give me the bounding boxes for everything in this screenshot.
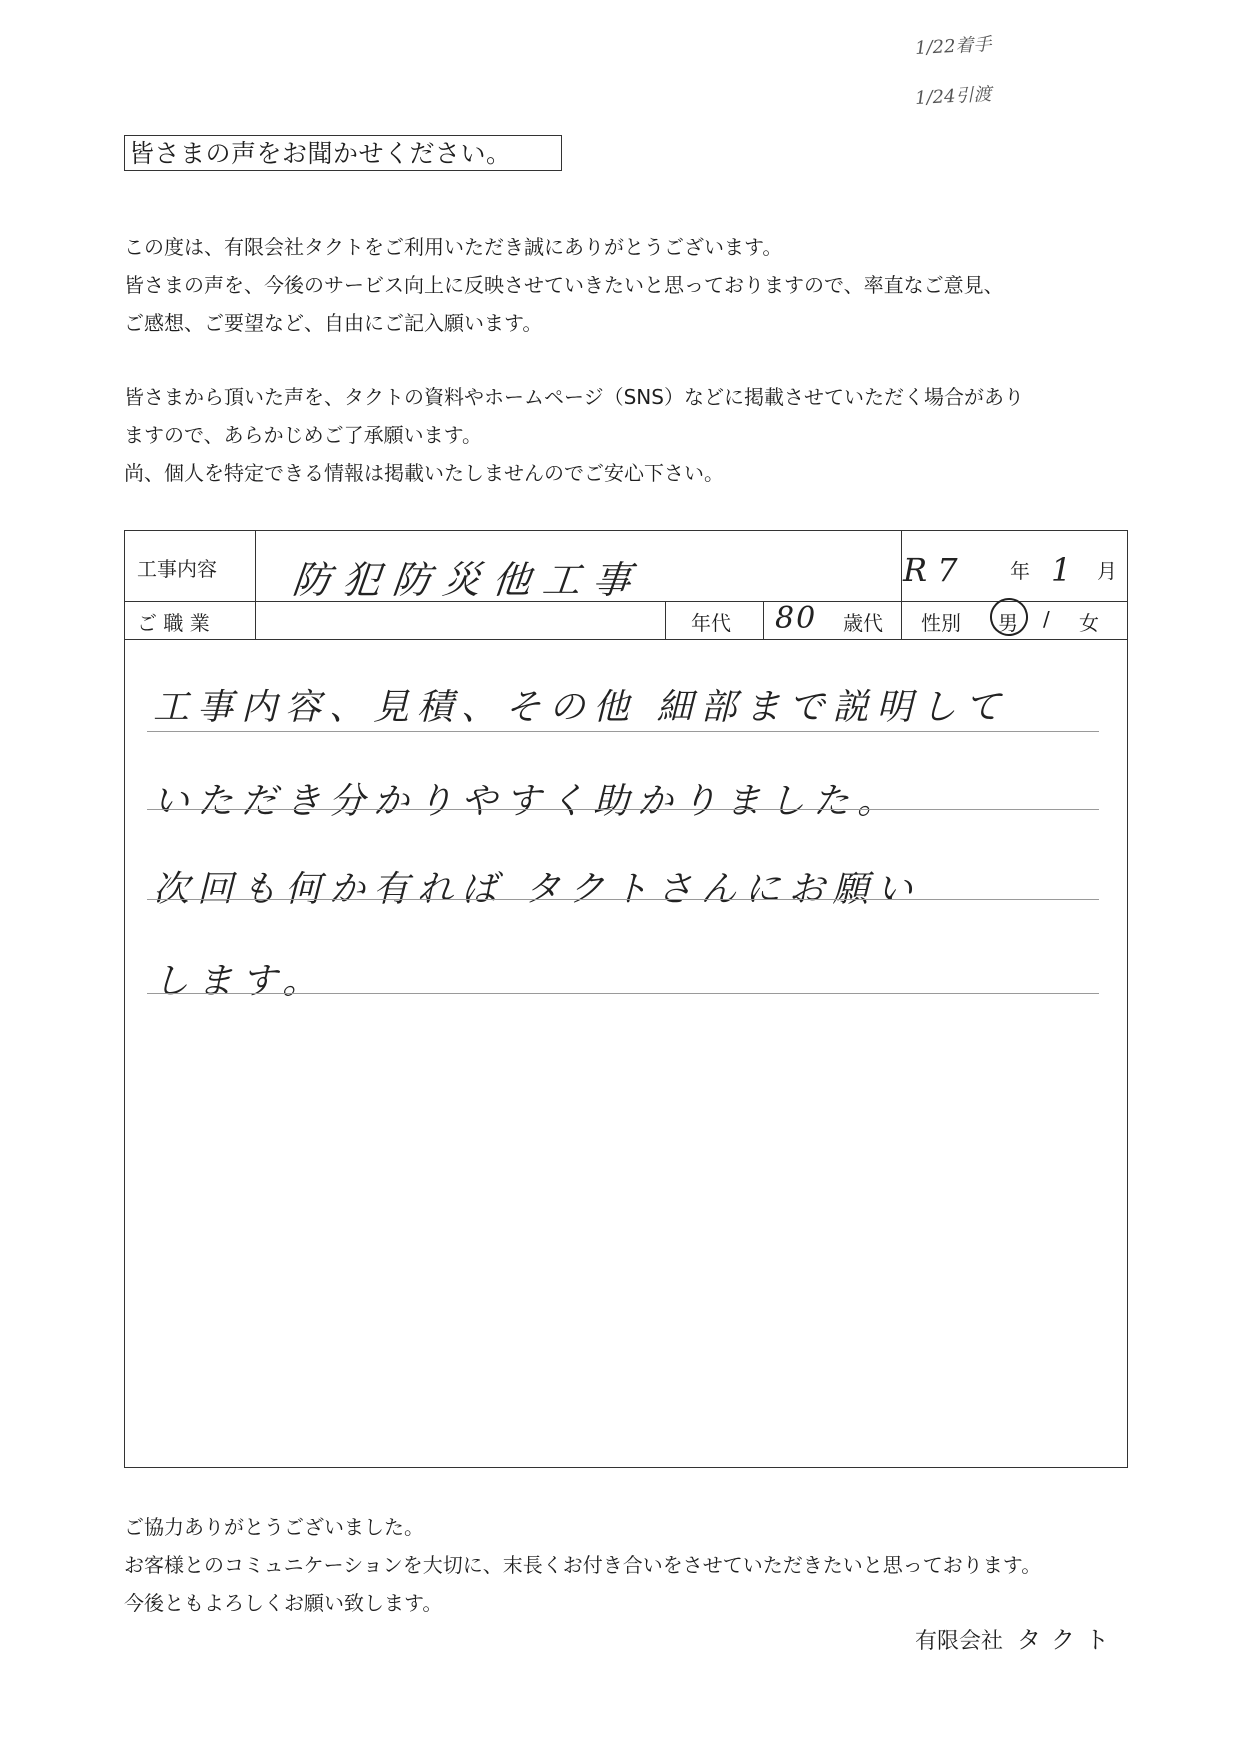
gender-label: 性別 (921, 611, 961, 635)
comment-ruled-line (147, 809, 1099, 810)
form-col-divider (255, 531, 256, 639)
comment-line: します。 (153, 961, 327, 1002)
gender-separator: / (1043, 607, 1050, 631)
comment-line: 工事内容、見積、その他 細部まで説明して (153, 687, 1009, 728)
year-label: 年 (1010, 559, 1030, 583)
intro-paragraph (124, 228, 1134, 342)
comment-ruled-line (147, 899, 1099, 900)
gender-female: 女 (1079, 611, 1099, 635)
handwritten-memo-start: 1/22着手 (914, 34, 992, 59)
form-col-divider (665, 601, 666, 639)
comment-ruled-line (147, 993, 1099, 994)
occupation-label: ご 職 業 (137, 611, 210, 635)
form-row-divider (125, 639, 1127, 640)
month-value: 1 (1051, 551, 1072, 589)
notice-line: 皆さまから頂いた声を、タクトの資料やホームページ（SNS）などに掲載させていただく場合があり (124, 385, 1024, 409)
gender-male: 男 (998, 611, 1018, 635)
closing-line: お客様とのコミュニケーションを大切に、末長くお付き合いをさせていただきたいと思っております。 (124, 1553, 1042, 1577)
intro-line: ご感想、ご要望など、自由にご記入願います。 (124, 311, 543, 335)
age-suffix: 歳代 (843, 611, 883, 635)
age-value: 80 (775, 601, 818, 636)
intro-line: 皆さまの声を、今後のサービス向上に反映させていきたいと思っておりますので、率直なご意見、 (124, 273, 1004, 297)
handwritten-memo-handover: 1/24引渡 (914, 84, 992, 109)
company-signature (915, 1620, 1119, 1655)
notice-line: ますので、あらかじめご了承願います。 (124, 423, 482, 447)
notice-paragraph (124, 378, 1134, 492)
closing-line: 今後ともよろしくお願い致します。 (124, 1591, 443, 1615)
company-type: 有限会社 (915, 1629, 1004, 1654)
closing-line: ご協力ありがとうございました。 (124, 1515, 424, 1539)
intro-line: この度は、有限会社タクトをご利用いただき誠にありがとうございます。 (124, 235, 783, 259)
form-col-divider (901, 531, 902, 639)
closing-paragraph (124, 1508, 1134, 1622)
survey-form (124, 530, 1128, 1468)
month-label: 月 (1097, 559, 1117, 583)
work-content-value: 防犯防災他工事 (290, 558, 645, 602)
era-year-value: R 7 (903, 551, 958, 589)
comment-ruled-line (147, 731, 1099, 732)
age-label: 年代 (691, 611, 731, 635)
company-name: タクト (1017, 1626, 1120, 1654)
page-title: 皆さまの声をお聞かせください。 (124, 135, 562, 171)
comment-line: いただき分かりやすく助かりました。 (153, 781, 902, 822)
comment-line: 次回も何か有れば タクトさんにお願い (153, 869, 921, 910)
work-content-label: 工事内容 (137, 557, 217, 581)
form-col-divider (763, 601, 764, 639)
notice-line: 尚、個人を特定できる情報は掲載いたしませんのでご安心下さい。 (124, 461, 724, 485)
